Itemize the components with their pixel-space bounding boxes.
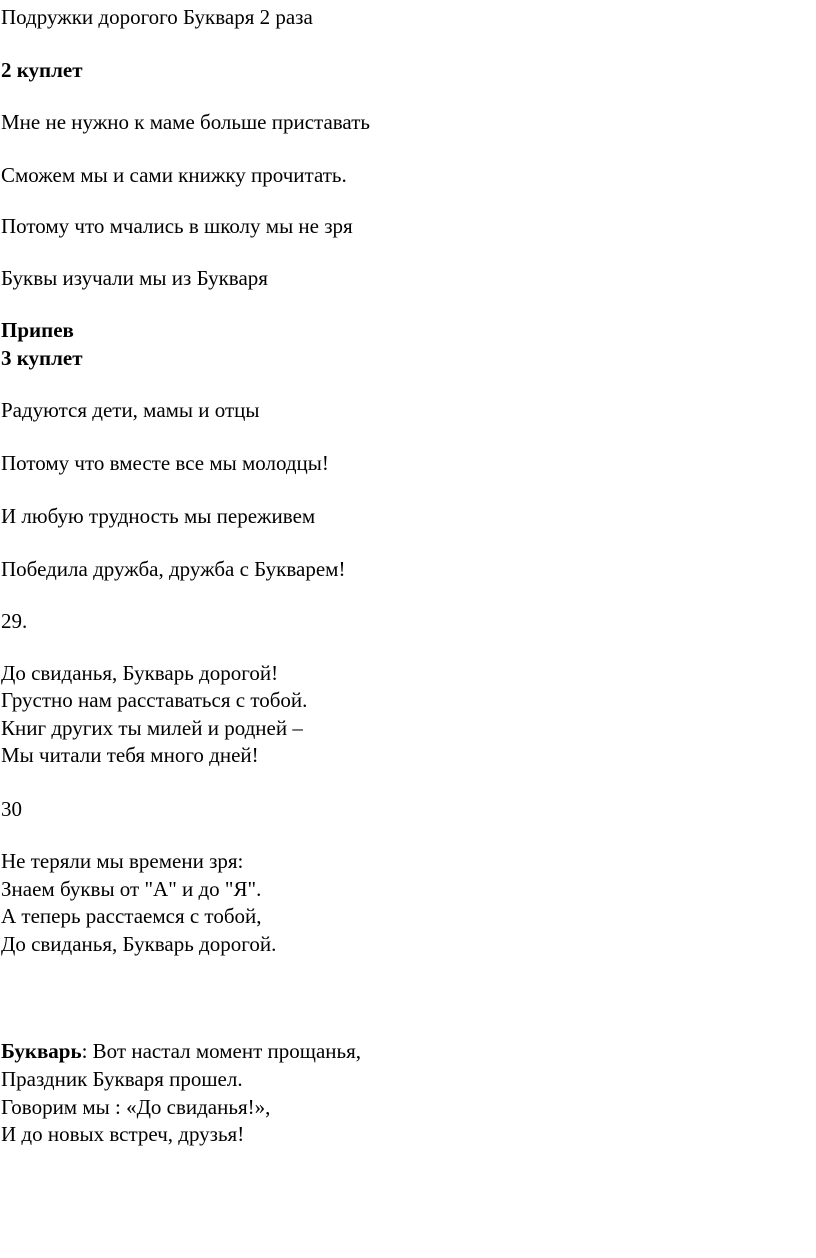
final-stanza-line: Говорим мы : «До свиданья!», bbox=[1, 1095, 271, 1119]
poem-29-line: До свиданья, Букварь дорогой! bbox=[1, 661, 279, 685]
final-stanza-line: Праздник Букваря прошел. bbox=[1, 1067, 243, 1091]
poem-29-line: Грустно нам расставаться с тобой. bbox=[1, 688, 308, 712]
verse-2-line: Потому что мчались в школу мы не зря bbox=[1, 214, 353, 238]
final-stanza-first-line bbox=[1, 1039, 361, 1063]
verse-3-line: Победила дружба, дружба с Букварем! bbox=[1, 557, 346, 581]
verse-2-line: Сможем мы и сами книжку прочитать. bbox=[1, 163, 347, 187]
verse-2-heading: 2 куплет bbox=[1, 58, 83, 82]
poem-30-line: Не теряли мы времени зря: bbox=[1, 849, 244, 873]
final-first-line-text: : Вот настал момент прощанья, bbox=[81, 1039, 362, 1063]
speaker-name: Букварь bbox=[1, 1039, 82, 1063]
poem-29-line: Мы читали тебя много дней! bbox=[1, 743, 259, 767]
verse-3-line: Потому что вместе все мы молодцы! bbox=[1, 451, 329, 475]
poem-30-line: А теперь расстаемся с тобой, bbox=[1, 904, 262, 928]
verse-3-heading: 3 куплет bbox=[1, 346, 83, 370]
verse-3-line: Радуются дети, мамы и отцы bbox=[1, 398, 260, 422]
intro-line: Подружки дорогого Букваря 2 раза bbox=[1, 5, 313, 29]
poem-29-line: Книг других ты милей и родней – bbox=[1, 716, 303, 740]
poem-30-line: До свиданья, Букварь дорогой. bbox=[1, 932, 277, 956]
final-stanza-line: И до новых встреч, друзья! bbox=[1, 1122, 245, 1146]
chorus-heading: Припев bbox=[1, 318, 74, 342]
poem-30-line: Знаем буквы от "А" и до "Я". bbox=[1, 877, 262, 901]
verse-2-line: Буквы изучали мы из Букваря bbox=[1, 266, 268, 290]
verse-3-line: И любую трудность мы переживем bbox=[1, 504, 316, 528]
verse-2-line: Мне не нужно к маме больше приставать bbox=[1, 110, 370, 134]
section-number-30: 30 bbox=[1, 797, 22, 821]
section-number-29: 29. bbox=[1, 609, 28, 633]
